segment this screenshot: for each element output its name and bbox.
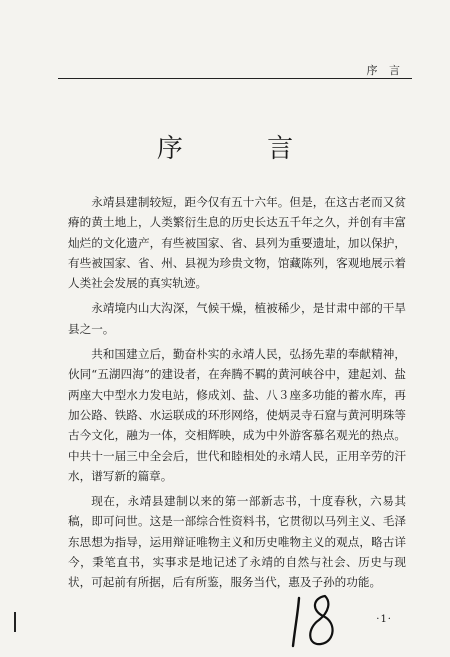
- handwritten-page-mark: [285, 588, 345, 652]
- page-number: ·1·: [376, 614, 392, 625]
- header-rule: [58, 78, 412, 79]
- paragraph: 永靖县建制较短，距今仅有五十六年。但是，在这古老而又贫瘠的黄土地上，人类繁衍生息的历史长达五千年之久，并创有丰富灿烂的文化遗产，有些被国家、省、县列为重要遗址，加以保护，有些被国家、省、州、县视为珍贵文物，馆藏陈列，客观地展示着人类社会发展的真实轨迹。: [68, 195, 406, 291]
- running-head: 序 言: [366, 64, 404, 77]
- paragraph: 现在，永靖县建制以来的第一部新志书，十度春秋，六易其稿，即可问世。这是一部综合性资料书，它贯彻以马列主义、毛泽东思想为指导，运用辩证唯物主义和历史唯物主义的观点，略古详今，秉笔直书，实事求是地记述了永靖的自然与社会、历史与现状，可起前有所据，后有所鉴，服务当代，惠及子孙的功能。: [68, 494, 406, 590]
- page-title: 序 言: [156, 134, 332, 164]
- paragraph: 共和国建立后，勤奋朴实的永靖人民，弘扬先辈的奉献精神，伙同“五湖四海”的建设者，在奔腾不羁的黄河峡谷中，建起刘、盐两座大中型水力发电站，修成刘、盐、八３座多功能的蓄水库，再加公路、铁路、水运联成的环形网络，使炳灵寺石窟与黄河明珠等古今文化，融为一体，交相辉映，成为中外游客慕名观光的热点。中共十一届三中全会后，世代和睦相处的永靖人民，正用辛劳的汗水，谱写新的篇章。: [68, 347, 406, 483]
- paragraph: 永靖境内山大沟深，气候干燥，植被稀少，是甘肃中部的干旱县之一。: [68, 301, 406, 336]
- scan-edge-mark: [14, 612, 16, 632]
- preface-body: [68, 192, 406, 598]
